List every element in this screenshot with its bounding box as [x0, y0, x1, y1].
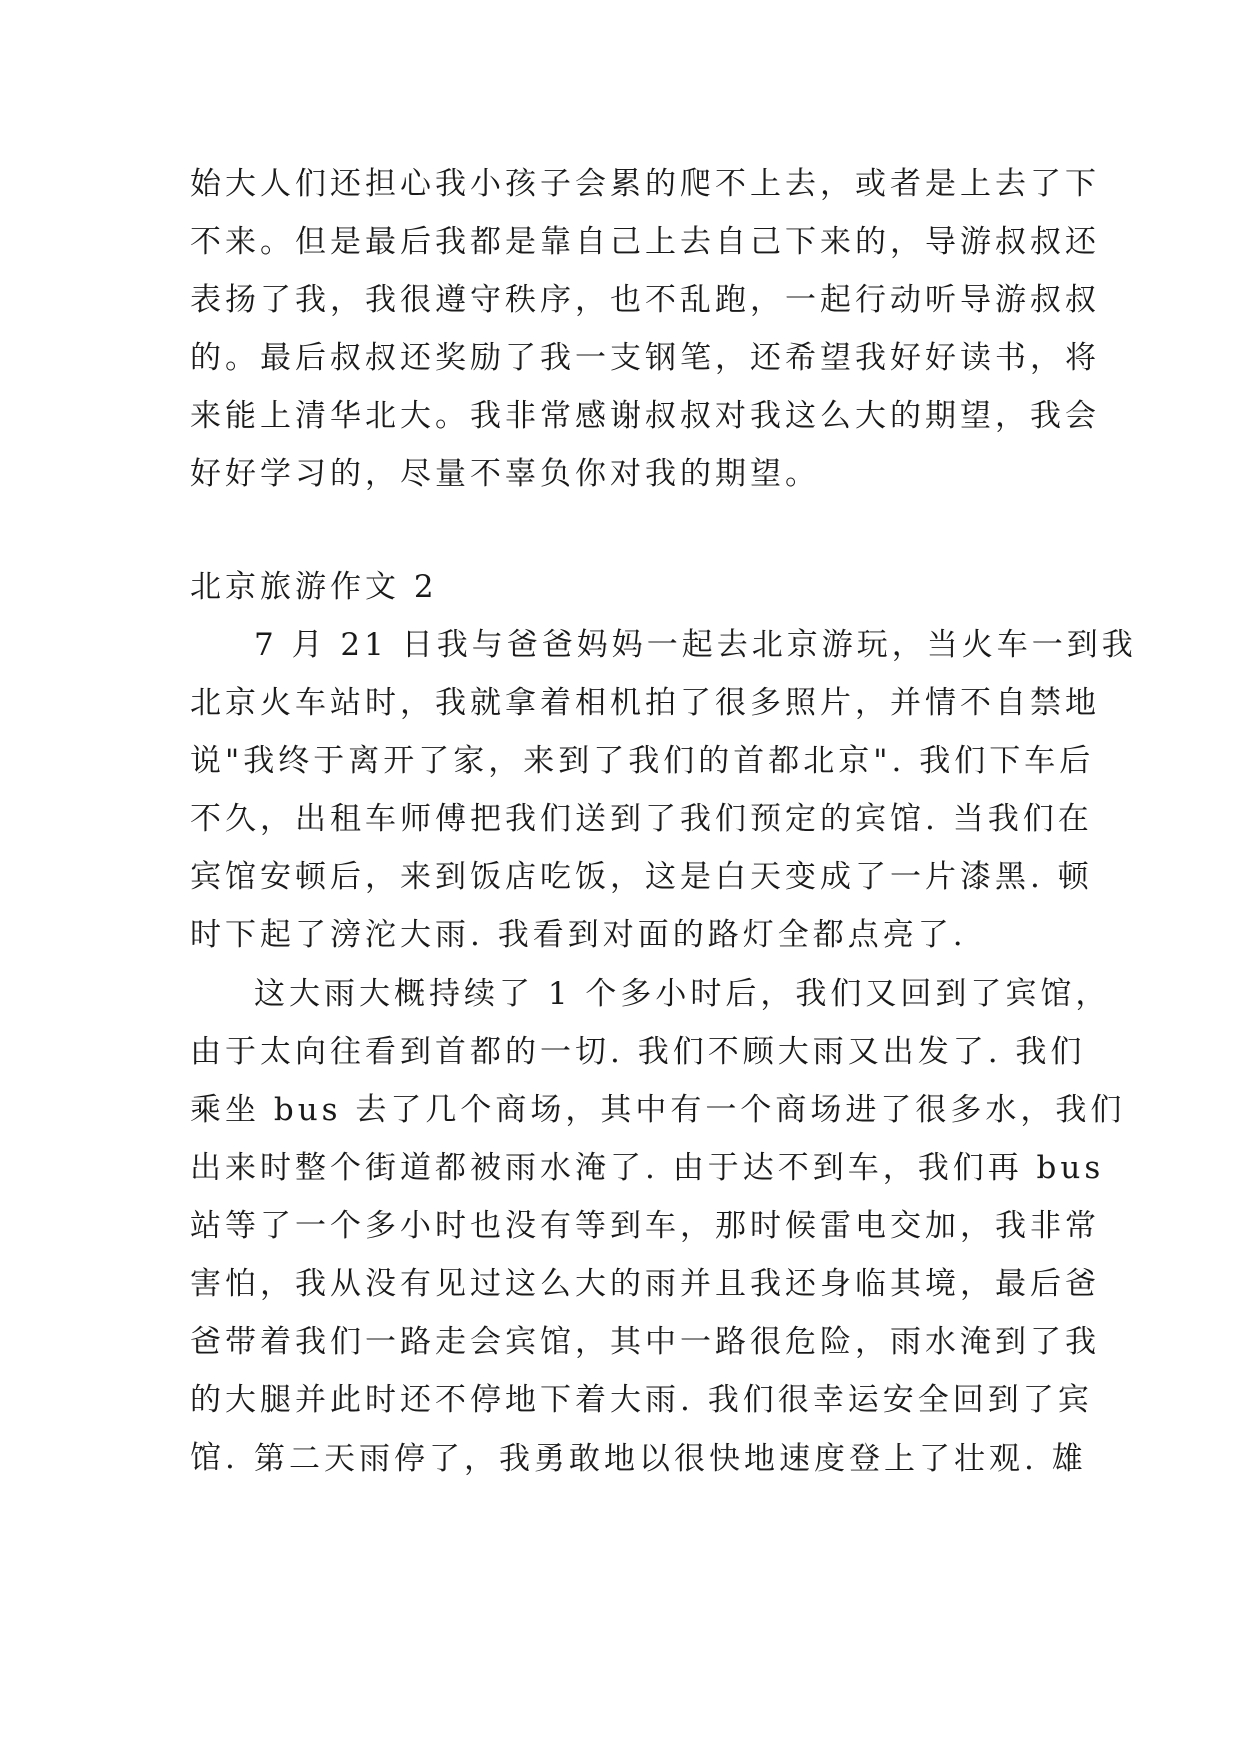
text-line: 宾馆安顿后，来到饭店吃饭，这是白天变成了一片漆黑. 顿	[190, 859, 1093, 895]
text-line: 的大腿并此时还不停地下着大雨. 我们很幸运安全回到了宾	[190, 1382, 1093, 1418]
paragraph-1	[190, 616, 1137, 964]
text-line: 爸带着我们一路走会宾馆，其中一路很危险，雨水淹到了我	[190, 1324, 1100, 1360]
text-line: 不来。但是最后我都是靠自己上去自己下来的，导游叔叔还	[190, 224, 1100, 260]
text-line: 这大雨大概持续了 1 个多小时后，我们又回到了宾馆，	[254, 976, 1111, 1012]
text-line: 始大人们还担心我小孩子会累的爬不上去，或者是上去了下	[190, 166, 1100, 202]
text-line: 来能上清华北大。我非常感谢叔叔对我这么大的期望，我会	[190, 398, 1100, 434]
text-line: 第二天雨停了，我勇敢地以很快地速度登上了壮观. 雄	[254, 1441, 1087, 1477]
text-line: 不久，出租车师傅把我们送到了我们预定的宾馆. 当我们在	[190, 801, 1093, 837]
text-line: 说"我终于离开了家，来到了我们的首都北京". 我们下车后	[190, 743, 1095, 779]
paragraph-3	[190, 1430, 1087, 1488]
text-line: 好好学习的，尽量不辜负你对我的期望。	[190, 456, 820, 492]
paragraph-2	[190, 965, 1126, 1487]
text-line: 害怕，我从没有见过这么大的雨并且我还身临其境，最后爸	[190, 1266, 1100, 1302]
section-heading-block	[190, 558, 1070, 616]
text-line: 7 月 21 日我与爸爸妈妈一起去北京游玩，当火车一到我	[254, 627, 1137, 663]
text-line: 站等了一个多小时也没有等到车，那时候雷电交加，我非常	[190, 1208, 1100, 1244]
intro-paragraph	[190, 155, 1100, 503]
text-line: 北京火车站时，我就拿着相机拍了很多照片，并情不自禁地	[190, 685, 1100, 721]
text-line: 表扬了我，我很遵守秩序，也不乱跑，一起行动听导游叔叔	[190, 282, 1100, 318]
text-line: 由于太向往看到首都的一切. 我们不顾大雨又出发了. 我们	[190, 1034, 1086, 1070]
text-line: 时下起了滂沱大雨. 我看到对面的路灯全都点亮了.	[190, 917, 967, 953]
text-line: 馆.	[190, 1440, 239, 1476]
text-line: 出来时整个街道都被雨水淹了. 由于达不到车，我们再 bus	[190, 1150, 1105, 1186]
text-line: 的。最后叔叔还奖励了我一支钢笔，还希望我好好读书，将	[190, 340, 1100, 376]
text-line: 乘坐 bus 去了几个商场，其中有一个商场进了很多水，我们	[190, 1092, 1126, 1128]
section-heading: 北京旅游作文 2	[190, 569, 438, 605]
